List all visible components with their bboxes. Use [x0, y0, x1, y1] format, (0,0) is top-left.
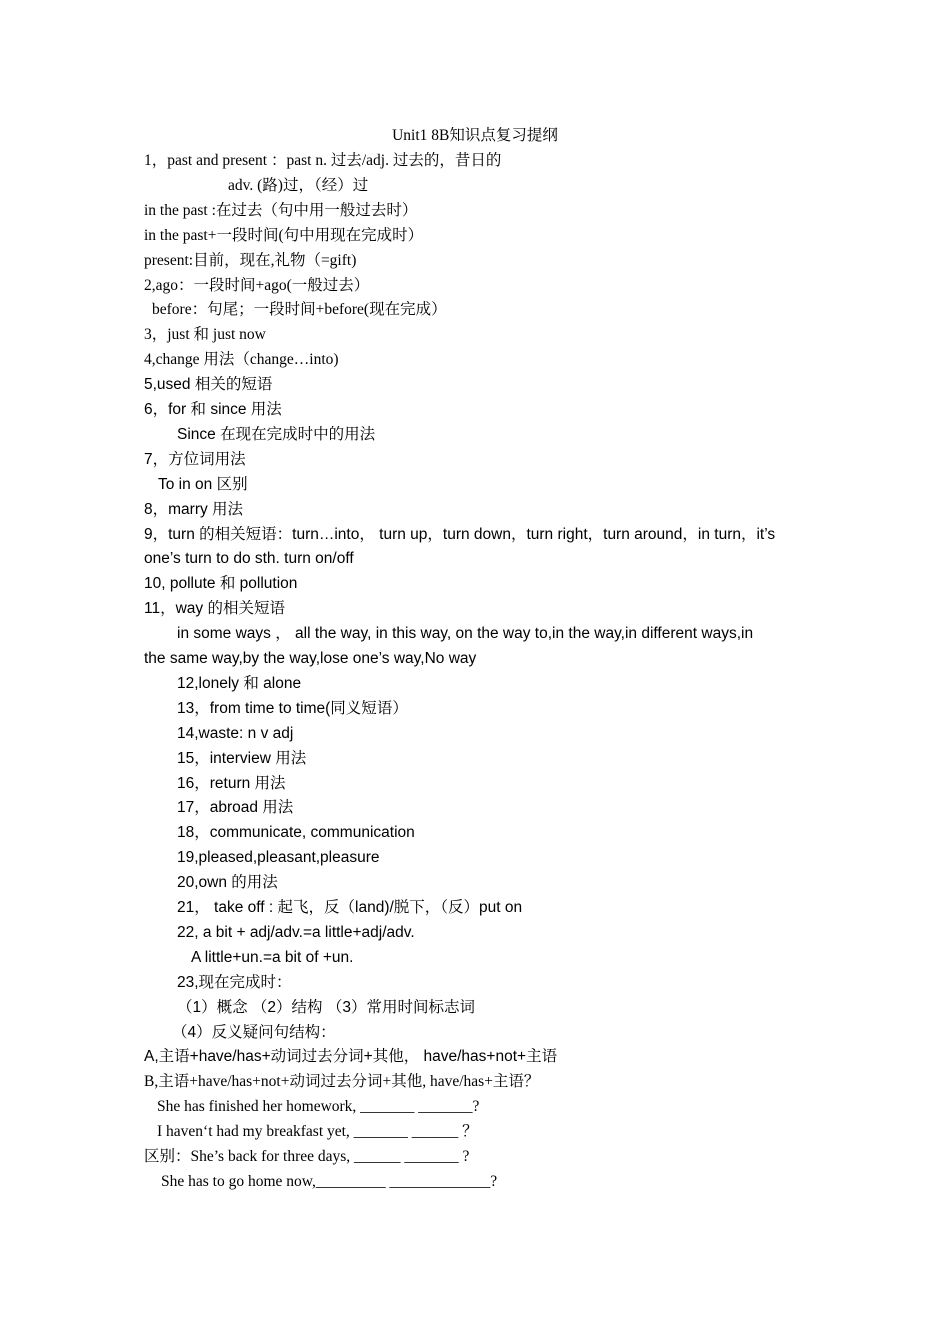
text-line: 4,change 用法（change…into) — [144, 351, 339, 369]
text-line: in some ways ， all the way, in this way, on the way to,in the way,in different ways,in — [177, 625, 754, 643]
text-line: 19,pleased,pleasant,pleasure — [177, 849, 380, 867]
text-line: in the past :在过去（句中用一般过去时） — [144, 201, 418, 219]
text-line: the same way,by the way,lose one’s way,No way — [144, 650, 477, 667]
text-line: B,主语+have/has+not+动词过去分词+其他, have/has+主语？ — [144, 1073, 540, 1091]
text-line: 21， take off : 起飞，反（land)/脱下，（反）put on — [177, 899, 523, 916]
text-line: （4）反义疑问句结构： — [172, 1023, 336, 1041]
text-line: To in on 区别 — [158, 475, 248, 493]
text-line: 22, a bit + adj/adv.=a little+adj/adv. — [177, 923, 415, 941]
text-line: She has to go home now,_________ _____________? — [161, 1172, 498, 1190]
text-line: one’s turn to do sth. turn on/off — [144, 550, 354, 568]
text-line: Since 在现在完成时中的用法 — [177, 425, 376, 443]
text-line: present:目前，现在,礼物（=gift) — [144, 251, 357, 269]
text-line: She has finished her homework, _______ _______? — [157, 1098, 480, 1116]
text-line: 13，from time to time(同义短语） — [177, 699, 408, 717]
text-line: 5,used 相关的短语 — [144, 376, 273, 394]
text-line: 15，interview 用法 — [177, 749, 307, 767]
text-line: 12,lonely 和 alone — [177, 674, 302, 692]
text-line: in the past+一段时间(句中用现在完成时） — [144, 226, 424, 244]
text-line: before：句尾；一段时间+before(现在完成） — [152, 301, 447, 319]
text-line: 7，方位词用法 — [144, 450, 246, 468]
text-line: 16，return 用法 — [177, 774, 286, 792]
text-line: 区别：She’s back for three days, ______ _______ ? — [144, 1148, 470, 1165]
text-line: I haven‘t had my breakfast yet, _______ ______ ？ — [157, 1123, 478, 1141]
document-title: Unit1 8B知识点复习提纲 — [392, 127, 558, 144]
text-line: 14,waste: n v adj — [177, 724, 294, 742]
text-line: 6，for 和 since 用法 — [144, 401, 282, 418]
text-line: 8，marry 用法 — [144, 500, 244, 518]
text-line: 3，just 和 just now — [144, 326, 266, 344]
text-line: adv. (路)过，（经）过 — [228, 176, 369, 194]
text-line: 9，turn 的相关短语：turn…into， turn up，turn down，turn right，turn around，in turn，it’s — [144, 525, 776, 543]
text-line: 20,own 的用法 — [177, 874, 278, 892]
text-line: 18，communicate, communication — [177, 824, 415, 842]
text-line: 23,现在完成时： — [177, 973, 292, 991]
text-line: 1，past and present ：past n. 过去/adj. 过去的，昔日的 — [144, 152, 502, 169]
text-line: （1）概念 （2）结构 （3）常用时间标志词 — [177, 998, 475, 1016]
text-line: A little+un.=a bit of +un. — [191, 948, 354, 966]
text-line: 2,ago：一段时间+ago(一般过去） — [144, 276, 370, 294]
text-line: 11，way 的相关短语 — [144, 600, 285, 618]
text-line: 10, pollute 和 pollution — [144, 575, 298, 593]
text-line: A,主语+have/has+动词过去分词+其他， have/has+not+主语 — [144, 1048, 558, 1066]
text-line: 17，abroad 用法 — [177, 799, 294, 817]
